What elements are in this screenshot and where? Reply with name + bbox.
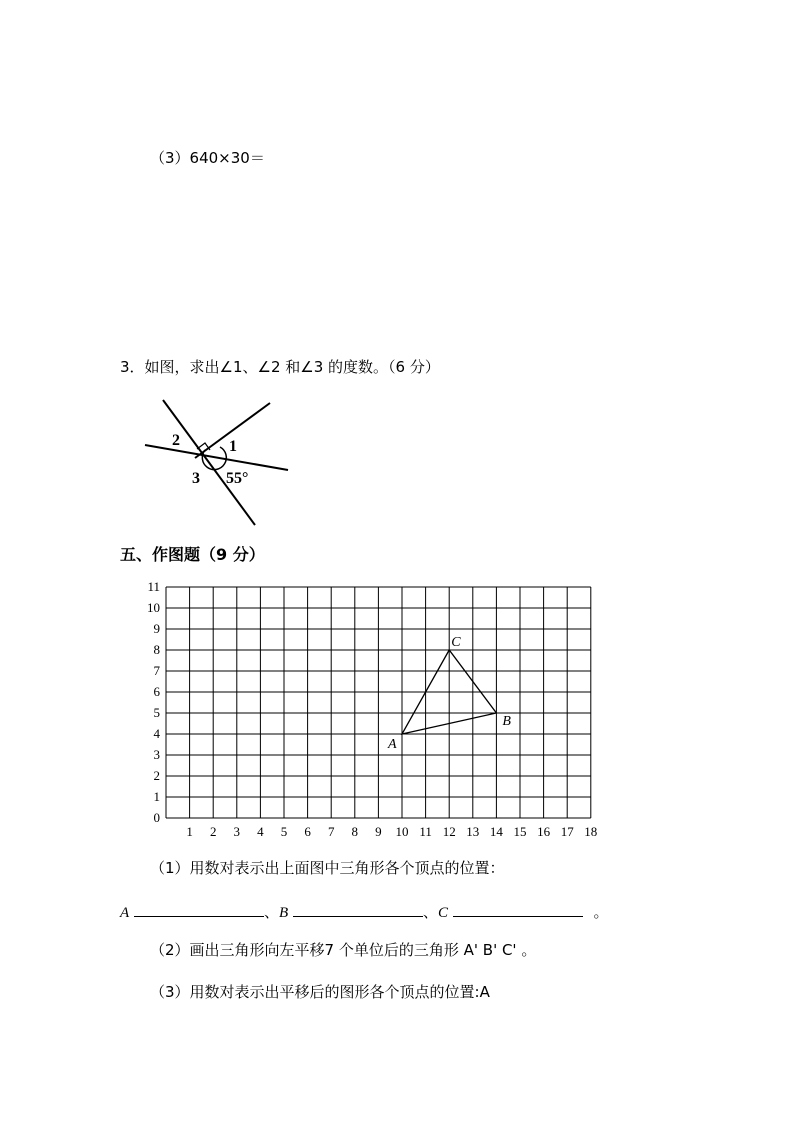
- angle-label-1: 1: [229, 438, 237, 455]
- vertex-label-b: B: [502, 714, 511, 729]
- answer-blank-a[interactable]: [134, 900, 264, 917]
- y-tick-label: 4: [153, 726, 160, 741]
- y-tick-label: 2: [153, 768, 160, 783]
- answer-line: A 、B 、C 。: [120, 900, 609, 923]
- x-tick-label: 6: [304, 824, 311, 839]
- x-tick-label: 18: [584, 824, 598, 839]
- calc-item-3: （3）640×30＝: [150, 149, 265, 167]
- section-5-title: 五、作图题（9 分）: [120, 545, 265, 564]
- label-a: A: [120, 905, 130, 921]
- angle-label-2: 2: [172, 432, 180, 449]
- x-tick-label: 16: [537, 824, 551, 839]
- angle-label-55: 55°: [226, 470, 249, 487]
- vertex-label-a: A: [388, 737, 397, 752]
- x-tick-label: 12: [442, 824, 456, 839]
- x-tick-label: 3: [233, 824, 241, 839]
- coordinate-grid: [130, 578, 610, 844]
- y-tick-label: 6: [153, 684, 160, 699]
- angle-label-3: 3: [192, 470, 200, 487]
- x-tick-label: 7: [327, 824, 335, 839]
- line-horizontal: [145, 445, 288, 470]
- answer-blank-c[interactable]: [453, 900, 583, 917]
- x-tick-label: 1: [186, 824, 193, 839]
- x-tick-label: 17: [560, 824, 574, 839]
- x-tick-label: 8: [351, 824, 359, 839]
- angle-figure: [140, 395, 300, 530]
- label-b: B: [278, 905, 289, 921]
- x-tick-label: 9: [375, 824, 382, 839]
- y-tick-label: 7: [153, 663, 160, 678]
- y-tick-label: 11: [147, 579, 160, 594]
- x-tick-label: 4: [257, 824, 264, 839]
- y-tick-label: 5: [153, 705, 160, 720]
- x-tick-label: 10: [395, 824, 409, 839]
- y-tick-label: 8: [153, 642, 160, 657]
- question-3-text: 3．如图，求出∠1、∠2 和∠3 的度数。（6 分）: [120, 358, 440, 376]
- label-c: C: [437, 905, 448, 921]
- y-tick-label: 0: [153, 810, 160, 825]
- y-tick-label: 1: [153, 789, 160, 804]
- sub-question-1: （1）用数对表示出上面图中三角形各个顶点的位置：: [150, 859, 505, 877]
- x-tick-label: 5: [280, 824, 288, 839]
- y-tick-label: 3: [153, 747, 160, 762]
- y-tick-label: 10: [147, 600, 160, 615]
- x-tick-label: 15: [513, 824, 527, 839]
- x-tick-label: 13: [466, 824, 480, 839]
- x-tick-label: 14: [489, 824, 503, 839]
- sub-question-3: （3）用数对表示出平移后的图形各个顶点的位置:A: [150, 983, 490, 1001]
- answer-blank-b[interactable]: [293, 900, 423, 917]
- sub-question-2: （2）画出三角形向左平移7 个单位后的三角形 A' B' C' 。: [150, 941, 537, 959]
- vertex-label-c: C: [451, 635, 461, 650]
- x-tick-label: 2: [209, 824, 217, 839]
- y-tick-label: 9: [153, 621, 160, 636]
- x-tick-label: 11: [419, 824, 432, 839]
